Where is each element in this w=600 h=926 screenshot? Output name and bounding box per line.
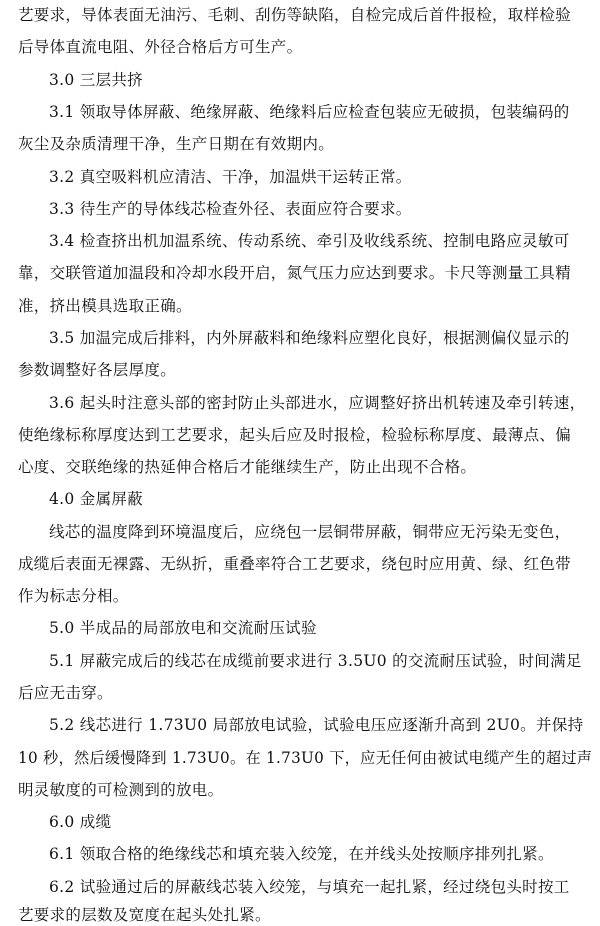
text-line: 参数调整好各层厚度。 — [18, 361, 177, 379]
text-line: 后应无击穿。 — [18, 684, 113, 702]
text-line: 后导体直流电阻、外径合格后方可生产。 — [18, 38, 303, 56]
text-line: 靠，交联管道加温段和冷却水段开启，氮气压力应达到要求。卡尺等测量工具精 — [18, 264, 572, 282]
text-line: 3.2 真空吸料机应清洁、干净，加温烘干运转正常。 — [49, 168, 412, 186]
text-line: 10 秒，然后缓慢降到 1.73U0。在 1.73U0 下，应无任何由被试电缆产生的超过声 — [18, 749, 593, 767]
text-line: 作为标志分相。 — [18, 587, 129, 605]
text-line: 5.1 屏蔽完成后的线芯在成缆前要求进行 3.5U0 的交流耐压试验，时间满足 — [49, 652, 582, 670]
text-line: 灰尘及杂质清理干净，生产日期在有效期内。 — [18, 135, 335, 153]
text-line: 3.4 检查挤出机加温系统、传动系统、牵引及收线系统、控制电路应灵敏可 — [49, 232, 570, 250]
text-line: 心度、交联绝缘的热延伸合格后才能继续生产，防止出现不合格。 — [18, 458, 477, 476]
text-line: 5.2 线芯进行 1.73U0 局部放电试验，试验电压应逐渐升高到 2U0。并保持 — [49, 716, 584, 734]
text-line: 线芯的温度降到环境温度后，应绕包一层铜带屏蔽，铜带应无污染无变色， — [49, 523, 571, 541]
section-heading: 4.0 金属屏蔽 — [49, 490, 143, 508]
text-line: 3.5 加温完成后排料，内外屏蔽料和绝缘料应塑化良好，根据测偏仪显示的 — [49, 329, 570, 347]
text-line: 使绝缘标称厚度达到工艺要求，起头后应及时报检，检验标称厚度、最薄点、偏 — [18, 426, 572, 444]
section-heading: 5.0 半成品的局部放电和交流耐压试验 — [49, 619, 317, 637]
section-heading: 3.0 三层共挤 — [49, 71, 143, 89]
text-line: 3.6 起头时注意头部的密封防止头部进水，应调整好挤出机转速及牵引转速， — [49, 394, 586, 412]
text-line: 艺要求，导体表面无油污、毛刺、刮伤等缺陷，自检完成后首件报检，取样检验 — [18, 6, 572, 24]
text-line: 成缆后表面无裸露、无纵折，重叠率符合工艺要求，绕包时应用黄、绿、红色带 — [18, 555, 572, 573]
text-line: 艺要求的层数及宽度在起头处扎紧。 — [18, 906, 271, 924]
text-line: 3.1 领取导体屏蔽、绝缘屏蔽、绝缘料后应检查包装应无破损，包装编码的 — [49, 103, 570, 121]
text-line: 6.2 试验通过后的屏蔽线芯装入绞笼，与填充一起扎紧，经过绕包头时按工 — [49, 878, 570, 896]
text-line: 明灵敏度的可检测到的放电。 — [18, 781, 224, 799]
section-heading: 6.0 成缆 — [49, 813, 112, 831]
text-line: 3.3 待生产的导体线芯检查外径、表面应符合要求。 — [49, 200, 412, 218]
text-line: 准，挤出模具选取正确。 — [18, 297, 192, 315]
text-line: 6.1 领取合格的绝缘线芯和填充装入绞笼，在并线头处按顺序排列扎紧。 — [49, 845, 554, 863]
